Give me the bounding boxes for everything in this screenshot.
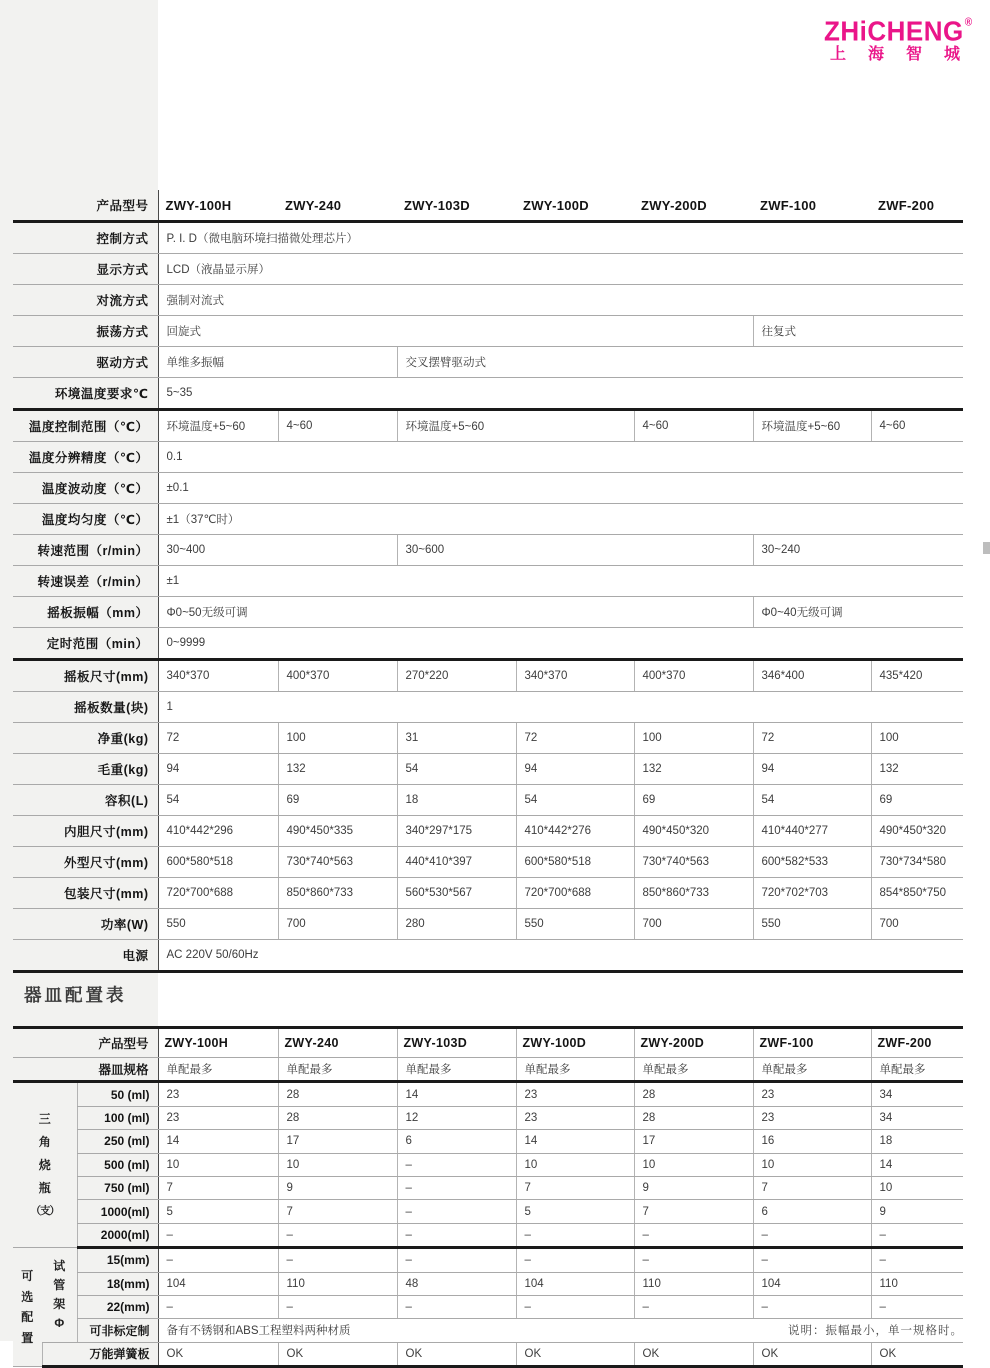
model-header: ZWY-100H [158, 1028, 278, 1058]
spec-row [13, 285, 963, 316]
cell-value: 23 [516, 1106, 634, 1129]
cell-value: 10 [753, 1153, 871, 1176]
spec-row [13, 347, 963, 378]
cell-value: 14 [516, 1130, 634, 1153]
cell-value: 730*734*580 [871, 847, 963, 878]
cell-value: 340*297*175 [397, 816, 516, 847]
cell-value: 环境温度+5~60 [158, 410, 278, 442]
cell-value: 600*580*518 [516, 847, 634, 878]
vertical-label-char: Φ [54, 1315, 65, 1330]
cell-value: ±0.1 [158, 473, 963, 504]
cell-value: 14 [871, 1153, 963, 1176]
tube-rack-group-label [42, 1248, 77, 1343]
cell-value: ±1（37℃时） [158, 504, 963, 535]
cell-value: 54 [397, 754, 516, 785]
cell-value: 7 [278, 1200, 397, 1223]
cell-value: 9 [871, 1200, 963, 1223]
cell-value: 132 [634, 754, 753, 785]
cell-value: LCD（液晶显示屏） [158, 254, 963, 285]
cell-value: 54 [516, 785, 634, 816]
cell-value: 往复式 [753, 316, 963, 347]
cell-value: – [158, 1295, 278, 1318]
cell-value: 强制对流式 [158, 285, 963, 316]
spec-header-row [13, 190, 963, 222]
cell-value: 550 [753, 909, 871, 940]
cell-value: – [871, 1295, 963, 1318]
spec-row [13, 940, 963, 972]
cell-value: 28 [278, 1082, 397, 1106]
tube-rack-row [13, 1272, 963, 1295]
row-label: 控制方式 [13, 222, 158, 254]
cell-value: – [397, 1248, 516, 1272]
cell-value: OK [158, 1342, 278, 1366]
row-label: 转速误差（r/min） [13, 566, 158, 597]
cell-value: 10 [158, 1153, 278, 1176]
row-label: 内胆尺寸(mm) [13, 816, 158, 847]
spec-row [13, 847, 963, 878]
vertical-label-char: 置 [21, 1330, 34, 1345]
cell-value: 17 [634, 1130, 753, 1153]
cell-value: 700 [871, 909, 963, 940]
row-label: 18(mm) [77, 1272, 158, 1295]
spec-row [13, 692, 963, 723]
cell-value: 单配最多 [753, 1058, 871, 1082]
cell-value: 1 [158, 692, 963, 723]
cell-value: – [753, 1223, 871, 1247]
row-label: 温度分辨精度（℃） [13, 442, 158, 473]
row-label: 电源 [13, 940, 158, 972]
cell-value: ±1 [158, 566, 963, 597]
flask-row [13, 1106, 963, 1129]
cell-value: 400*370 [634, 660, 753, 692]
spec-row [13, 442, 963, 473]
cell-value: 730*740*563 [634, 847, 753, 878]
cell-value: 23 [753, 1106, 871, 1129]
cell-value: 435*420 [871, 660, 963, 692]
vessel-spec-row [13, 1058, 963, 1082]
row-label: 摇板尺寸(mm) [13, 660, 158, 692]
row-label: 100 (ml) [77, 1106, 158, 1129]
vertical-label-char: 瓶 [38, 1180, 51, 1195]
cell-value: AC 220V 50/60Hz [158, 940, 963, 972]
cell-value: 104 [753, 1272, 871, 1295]
cell-value: 72 [516, 723, 634, 754]
spec-row [13, 473, 963, 504]
cell-value: 600*582*533 [753, 847, 871, 878]
row-label: 显示方式 [13, 254, 158, 285]
cell-value: 单配最多 [158, 1058, 278, 1082]
spec-row [13, 535, 963, 566]
cell-value: 5 [158, 1200, 278, 1223]
cell-value: – [516, 1248, 634, 1272]
cell-value: – [278, 1223, 397, 1247]
spec-row [13, 504, 963, 535]
cell-value: 110 [871, 1272, 963, 1295]
cell-value: 单配最多 [516, 1058, 634, 1082]
registered-mark-icon: ® [964, 16, 973, 29]
spring-plate-row [13, 1342, 963, 1366]
cell-value: 4~60 [634, 410, 753, 442]
cell-value: 132 [278, 754, 397, 785]
cell-value: 34 [871, 1106, 963, 1129]
cell-value: 7 [516, 1176, 634, 1199]
cell-value: 100 [871, 723, 963, 754]
cell-value: 110 [634, 1272, 753, 1295]
cell-value: 700 [278, 909, 397, 940]
row-label: 转速范围（r/min） [13, 535, 158, 566]
cell-value: 备有不锈钢和ABS工程塑料两种材质 [158, 1319, 963, 1342]
cell-value: 132 [871, 754, 963, 785]
config-table [13, 1026, 963, 1368]
row-label: 功率(W) [13, 909, 158, 940]
cell-value: – [634, 1295, 753, 1318]
cell-value: 280 [397, 909, 516, 940]
flask-row [13, 1153, 963, 1176]
cell-value: 单配最多 [278, 1058, 397, 1082]
spec-row [13, 410, 963, 442]
cell-value: 环境温度+5~60 [397, 410, 634, 442]
cell-value: 854*850*750 [871, 878, 963, 909]
cell-value: OK [397, 1342, 516, 1366]
spec-row [13, 566, 963, 597]
cell-value: 回旋式 [158, 316, 753, 347]
cell-value: 23 [158, 1106, 278, 1129]
spec-row [13, 660, 963, 692]
row-label: 净重(kg) [13, 723, 158, 754]
row-label: 摇板数量(块) [13, 692, 158, 723]
spec-row [13, 597, 963, 628]
cell-value: OK [278, 1342, 397, 1366]
row-label: 定时范围（min） [13, 628, 158, 660]
cell-value: 410*442*296 [158, 816, 278, 847]
cell-value: 4~60 [871, 410, 963, 442]
cell-value: 单维多振幅 [158, 347, 397, 378]
cell-value: – [516, 1295, 634, 1318]
model-header: ZWF-100 [753, 1028, 871, 1058]
cell-value: 400*370 [278, 660, 397, 692]
cell-value: 单配最多 [634, 1058, 753, 1082]
tube-rack-row [13, 1295, 963, 1318]
brand-subtitle [824, 44, 966, 64]
vertical-label-char: 试 [53, 1258, 66, 1273]
cell-value: 850*860*733 [278, 878, 397, 909]
config-table-title: 器皿配置表 [24, 985, 127, 1005]
page-edge-marker [983, 542, 990, 554]
cell-value: – [397, 1200, 516, 1223]
cell-value: 28 [278, 1106, 397, 1129]
vertical-label-char: 配 [21, 1310, 34, 1325]
cell-value: 16 [753, 1130, 871, 1153]
cell-value: 14 [397, 1082, 516, 1106]
cell-value: 31 [397, 723, 516, 754]
cell-value: 850*860*733 [634, 878, 753, 909]
row-label: 50 (ml) [77, 1082, 158, 1106]
cell-value: 94 [753, 754, 871, 785]
cell-value: 交叉摆臂驱动式 [397, 347, 963, 378]
spec-row [13, 754, 963, 785]
cell-value: 560*530*567 [397, 878, 516, 909]
cell-value: P. I. D（微电脑环境扫描微处理芯片） [158, 222, 963, 254]
cell-value: 94 [158, 754, 278, 785]
cell-value: – [278, 1248, 397, 1272]
row-label: 1000(ml) [77, 1200, 158, 1223]
cell-value: – [397, 1223, 516, 1247]
cell-value: OK [634, 1342, 753, 1366]
vertical-label-char: 烧 [38, 1157, 51, 1172]
model-header: ZWY-200D [634, 190, 753, 222]
cell-value: 48 [397, 1272, 516, 1295]
spec-row [13, 378, 963, 410]
vertical-label-char: 三 [38, 1111, 51, 1126]
row-label: 振荡方式 [13, 316, 158, 347]
cell-value: 7 [634, 1200, 753, 1223]
cell-value: 18 [397, 785, 516, 816]
row-label: 万能弹簧板 [42, 1342, 158, 1366]
cell-value: 340*370 [516, 660, 634, 692]
brand-subtitle-char: 上 [830, 46, 847, 63]
cell-value: 10 [278, 1153, 397, 1176]
row-label: 500 (ml) [77, 1153, 158, 1176]
cell-value: 110 [278, 1272, 397, 1295]
row-label: 摇板振幅（mm） [13, 597, 158, 628]
cell-value: 10 [634, 1153, 753, 1176]
brand-wordmark [824, 7, 973, 47]
cell-value: – [634, 1223, 753, 1247]
cell-value: 440*410*397 [397, 847, 516, 878]
cell-value: – [516, 1223, 634, 1247]
row-label: 22(mm) [77, 1295, 158, 1318]
cell-value: 9 [634, 1176, 753, 1199]
cell-value: 单配最多 [397, 1058, 516, 1082]
cell-value: 550 [158, 909, 278, 940]
row-label: 包装尺寸(mm) [13, 878, 158, 909]
model-header: ZWY-240 [278, 190, 397, 222]
row-label: 温度波动度（℃） [13, 473, 158, 504]
flask-row [13, 1082, 963, 1106]
row-label: 750 (ml) [77, 1176, 158, 1199]
cell-value: 10 [516, 1153, 634, 1176]
cell-value: 54 [158, 785, 278, 816]
brand-text: ZHiCHENG [824, 14, 964, 47]
optional-group-label [13, 1248, 42, 1367]
cell-value: – [871, 1248, 963, 1272]
cell-value: 23 [158, 1082, 278, 1106]
row-label: 器皿规格 [13, 1058, 158, 1082]
cell-value: 7 [753, 1176, 871, 1199]
cell-value: 600*580*518 [158, 847, 278, 878]
row-label: 温度均匀度（℃） [13, 504, 158, 535]
cell-value: 550 [516, 909, 634, 940]
cell-value: 730*740*563 [278, 847, 397, 878]
cell-value: 7 [158, 1176, 278, 1199]
cell-value: – [278, 1295, 397, 1318]
flask-row [13, 1130, 963, 1153]
cell-value: 700 [634, 909, 753, 940]
cell-value: 340*370 [158, 660, 278, 692]
cell-value: 72 [158, 723, 278, 754]
row-label: 环境温度要求℃ [13, 378, 158, 410]
spec-header-label: 产品型号 [13, 190, 158, 222]
row-label: 250 (ml) [77, 1130, 158, 1153]
brand-subtitle-char: 城 [943, 46, 960, 63]
cell-value: Φ0~40无级可调 [753, 597, 963, 628]
cell-value: 490*450*335 [278, 816, 397, 847]
cell-value: 69 [278, 785, 397, 816]
cell-value: 0~9999 [158, 628, 963, 660]
cell-value: OK [753, 1342, 871, 1366]
cell-value: 30~240 [753, 535, 963, 566]
row-label: 毛重(kg) [13, 754, 158, 785]
cell-value: 4~60 [278, 410, 397, 442]
vertical-label-char: 管 [53, 1277, 66, 1292]
cell-value: 28 [634, 1082, 753, 1106]
cell-value: 34 [871, 1082, 963, 1106]
vertical-label-char: 选 [21, 1289, 34, 1304]
cell-value: 6 [753, 1200, 871, 1223]
vertical-label-char: 角 [38, 1134, 51, 1149]
row-label: 2000(ml) [77, 1223, 158, 1247]
cell-value: – [397, 1176, 516, 1199]
spec-row [13, 222, 963, 254]
cell-value: 5~35 [158, 378, 963, 410]
cell-value: 720*700*688 [158, 878, 278, 909]
row-label: 外型尺寸(mm) [13, 847, 158, 878]
cell-value: 94 [516, 754, 634, 785]
brand-subtitle-char: 海 [867, 46, 884, 63]
spec-row [13, 628, 963, 660]
cell-value: – [871, 1223, 963, 1247]
cell-value: 69 [634, 785, 753, 816]
cell-value: – [634, 1248, 753, 1272]
cell-value: 10 [871, 1176, 963, 1199]
cell-value: – [753, 1248, 871, 1272]
spec-table [13, 190, 963, 973]
cell-value: 490*450*320 [634, 816, 753, 847]
footnote: 说明：振幅最小，单一规格时。 [788, 1325, 963, 1337]
cell-value: 104 [516, 1272, 634, 1295]
flask-row [13, 1176, 963, 1199]
brand-subtitle-char: 智 [905, 46, 922, 63]
cell-value: 6 [397, 1130, 516, 1153]
cell-value: 54 [753, 785, 871, 816]
cell-value: 346*400 [753, 660, 871, 692]
spec-row [13, 254, 963, 285]
cell-value: 490*450*320 [871, 816, 963, 847]
spec-row [13, 909, 963, 940]
cell-value: 0.1 [158, 442, 963, 473]
cell-value: 12 [397, 1106, 516, 1129]
cell-value: 30~400 [158, 535, 397, 566]
tube-rack-row [13, 1248, 963, 1272]
cell-value: 5 [516, 1200, 634, 1223]
cell-value: 72 [753, 723, 871, 754]
row-label: 温度控制范围（℃） [13, 410, 158, 442]
model-header: ZWY-200D [634, 1028, 753, 1058]
flask-row [13, 1200, 963, 1223]
config-header-label: 产品型号 [13, 1028, 158, 1058]
model-header: ZWY-240 [278, 1028, 397, 1058]
cell-value: 100 [278, 723, 397, 754]
brand-logo [824, 7, 973, 64]
row-label: 对流方式 [13, 285, 158, 316]
model-header: ZWY-103D [397, 1028, 516, 1058]
cell-value: 单配最多 [871, 1058, 963, 1082]
cell-value: OK [516, 1342, 634, 1366]
spec-row [13, 785, 963, 816]
cell-value: 100 [634, 723, 753, 754]
config-header-row [13, 1028, 963, 1058]
model-header: ZWY-103D [397, 190, 516, 222]
cell-value: 28 [634, 1106, 753, 1129]
model-header: ZWF-200 [871, 1028, 963, 1058]
cell-value: 9 [278, 1176, 397, 1199]
cell-value: 23 [516, 1082, 634, 1106]
cell-value: – [397, 1153, 516, 1176]
row-label: 15(mm) [77, 1248, 158, 1272]
cell-value: 14 [158, 1130, 278, 1153]
cell-value: 270*220 [397, 660, 516, 692]
cell-value: 30~600 [397, 535, 753, 566]
cell-value: – [158, 1248, 278, 1272]
flask-row [13, 1223, 963, 1247]
cell-value: 环境温度+5~60 [753, 410, 871, 442]
cell-value: 18 [871, 1130, 963, 1153]
cell-value: – [158, 1223, 278, 1247]
cell-value: 720*700*688 [516, 878, 634, 909]
vertical-label-char: 架 [53, 1296, 66, 1311]
model-header: ZWY-100D [516, 1028, 634, 1058]
cell-value: 720*702*703 [753, 878, 871, 909]
cell-value: – [397, 1295, 516, 1318]
cell-value: 410*442*276 [516, 816, 634, 847]
spec-row [13, 316, 963, 347]
cell-value: 17 [278, 1130, 397, 1153]
spec-row [13, 816, 963, 847]
row-label: 可非标定制 [77, 1319, 158, 1342]
cell-value: OK [871, 1342, 963, 1366]
cell-value: 104 [158, 1272, 278, 1295]
vertical-label-char: 可 [21, 1269, 34, 1284]
model-header: ZWF-200 [871, 190, 963, 222]
flask-group-label [13, 1082, 77, 1248]
model-header: ZWY-100D [516, 190, 634, 222]
cell-value: 410*440*277 [753, 816, 871, 847]
model-header: ZWY-100H [158, 190, 278, 222]
spec-row [13, 723, 963, 754]
cell-value: 69 [871, 785, 963, 816]
row-label: 驱动方式 [13, 347, 158, 378]
cell-value: Φ0~50无级可调 [158, 597, 753, 628]
spec-row [13, 878, 963, 909]
cell-value: – [753, 1295, 871, 1318]
model-header: ZWF-100 [753, 190, 871, 222]
vertical-label-char: （支） [30, 1204, 59, 1217]
row-label: 容积(L) [13, 785, 158, 816]
cell-value: 23 [753, 1082, 871, 1106]
